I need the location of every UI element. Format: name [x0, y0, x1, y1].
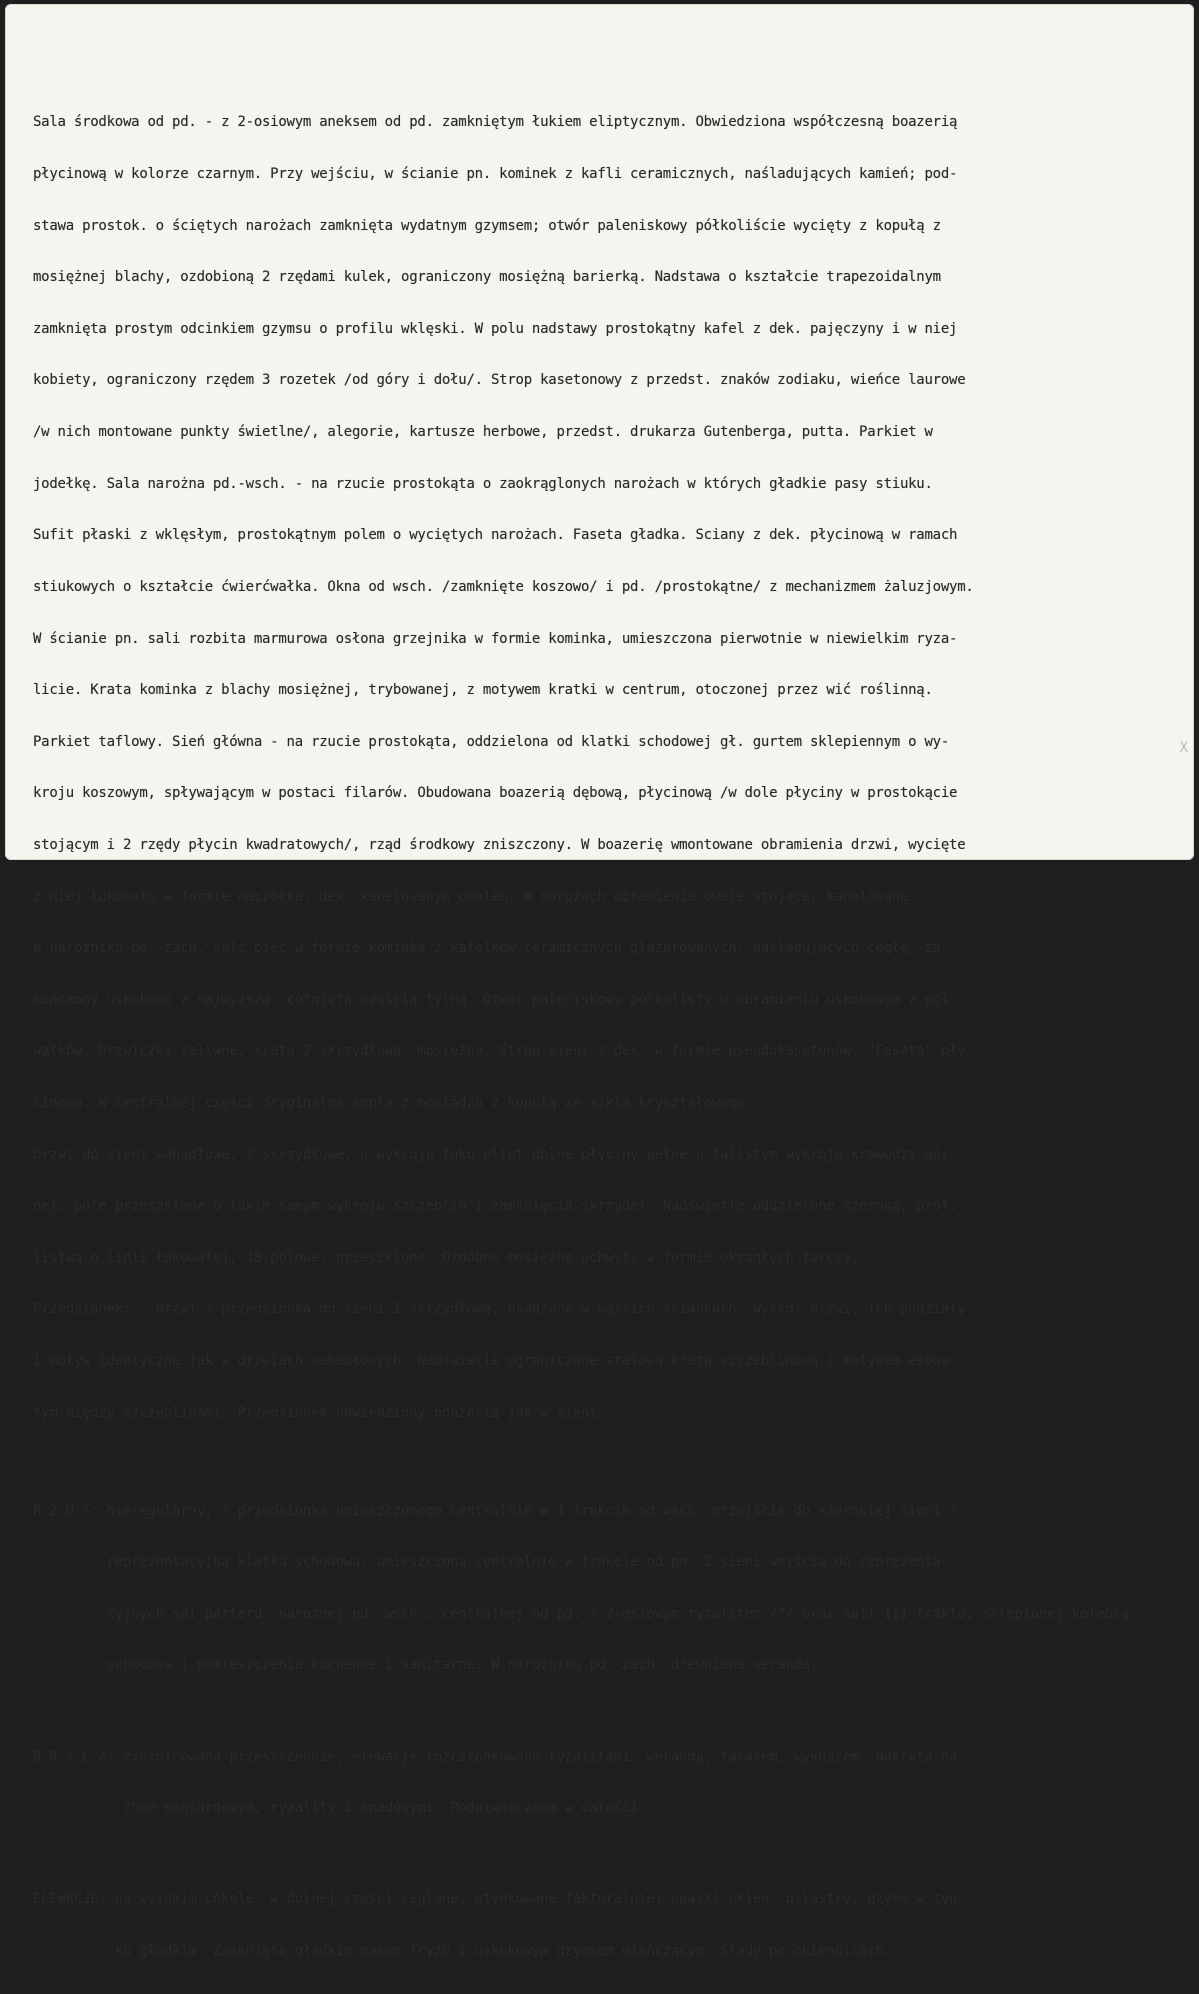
text-line: i motyw identyczne jak w drzwiach wahadłowych. Nadświetle ograniczone stalową kratą szczeblinową z motywem esowa- — [33, 1353, 958, 1370]
text-line: kobiety, ograniczony rzędem 3 rozetek /od góry i dołu/. Strop kasetonowy z przedst. znaków zodiaku, wieńce laurowe — [33, 372, 966, 389]
text-line: W ścianie pn. sali rozbita marmurowa osłona grzejnika w formie kominka, umieszczona pierwotnie w niewielkim ryza- — [33, 630, 958, 647]
text-line: nej; pole przeszklone o takim samym wykroju szczeblin i zamknięcia skrzydeł. Nadświetle oddzielone szeroką, prof. — [33, 1198, 958, 1215]
text-line: /w nich montowane punkty świetlne/, alegorie, kartusze herbowe, przedst. drukarza Gutenberga, putta. Parkiet w — [33, 424, 933, 441]
text-line: stawa prostok. o ściętych narożach zamknięta wydatnym gzymsem; otwór paleniskowy półkoliście wycięty z kopułą z — [33, 217, 941, 234]
index-card — [5, 4, 1194, 1959]
text-line: Sufit płaski z wklęsłym, prostokątnym polem o wyciętych narożach. Faseta gładka. Sciany z dek. płycinową w ramach — [33, 527, 958, 544]
text-line: mosiężnej blachy, ozdobioną 2 rzędami kulek, ograniczony mosiężną barierką. Nadstawa o kształcie trapezoidalnym — [33, 269, 941, 286]
text-line: z niej łukowato w formie naczółka, dek. kanelowanym owalem. W narożach obramienia owale stojące, kanelowane. — [33, 888, 917, 905]
text-line: Przedsionek: - drzwi z przedsionka do sieni 1-skrzydłowe, osadzone w wąskich ściankach. Wykrój drzwi, ich podziały — [33, 1301, 966, 1318]
text-line: kroju koszowym, spływającym w postaci filarów. Obudowana boazerią dębową, płycinową /w dole płyciny w prostokącie — [33, 785, 958, 802]
typewritten-text — [33, 80, 1193, 1994]
text-line: wałków. Drzwiczki żeliwne, krata 2-skrzydłowa, mosiężna. Strop sieni z dek. w formie pseudokasetonów. "Faseta" pły- — [33, 1043, 974, 1060]
text-line: licie. Krata kominka z blachy mosiężnej, trybowanej, z motywem kratki w centrum, otoczonej przez wić roślinną. — [33, 682, 933, 699]
bryla-section — [33, 1714, 1193, 1852]
elewacje-section — [33, 1857, 1193, 1994]
text-line: cyjnych sal parteru: narożnej pd.-wsch., centralnej od pd. z 2-osiowym ryzalitem /?/ oraz sali III traktu, sklepionej kolebką. — [33, 1605, 1138, 1622]
text-line: stojącym i 2 rzędy płycin kwadratowych/, rząd środkowy zniszczony. W boazerię wmontowane obramienia drzwi, wycięte — [33, 836, 966, 853]
text-line: jodełkę. Sala narożna pd.-wsch. - na rzucie prostokąta o zaokrąglonych narożach w których gładkie pasy stiuku. — [33, 475, 933, 492]
text-line: tym między szczeblinami. Przedsionek obwiedziony boazerią jak w sieni. — [33, 1404, 606, 1421]
text-line: Drzwi do sieni wahadłowe, 2-skrzydłowe, o wykroju łuku elipt.dolne płyciny pełne o falistym wykroju krawędzi gór- — [33, 1146, 958, 1163]
interior-description — [33, 80, 1193, 1456]
text-line: ku gładkim. Zamknięte gładkim pasem fryzu i uskokowym gzymsem wieńczącym. Ślady po okiennicach. — [33, 1942, 892, 1959]
rzut-section — [33, 1468, 1193, 1709]
text-line: cinowa. W centralnej części oryginalna ampla z mosiądzu z kopułą ze szkła kryształowego. — [33, 1094, 753, 1111]
text-line: zamknięta prostym odcinkiem gzymsu o profilu wklęski. W polu nadstawy prostokątny kafel z dek. pajęczyny i w niej — [33, 320, 958, 337]
text-line: chem mansardowym, ryzality 2-spadowymi. Podpiwniczona w całości. — [33, 1800, 647, 1817]
text-line: Parkiet taflowy. Sień główna - na rzucie prostokąta, oddzielona od klatki schodowej gł. gurtem sklepiennym o wy- — [33, 733, 950, 750]
text-line: kończony uskokowo z najwyższą, cofniętą częścią tylną. Otwór paleniskowy półkolisty w obramieniu uskokowym z pół- — [33, 991, 958, 1008]
edge-mark: X — [1179, 740, 1188, 756]
text-line: reprezentacyjną klatką schodową, umieszczoną centralnie w trakcie od pn. Z sieni wejścia do reprezenta- — [33, 1554, 950, 1571]
text-line: Sala środkowa od pd. - z 2-osiowym aneksem od pd. zamkniętym łukiem eliptycznym. Obwiedziona współczesną boazerią — [33, 114, 958, 131]
text-line: stiukowych o kształcie ćwierćwałka. Okna od wsch. /zamknięte koszowo/ i pd. /prostokątne/ z mechanizmem żaluzjowym. — [33, 578, 974, 595]
text-line: listwą o linii łukowatej, 18-polowe, przeszklone. Ozdobne mosiężne uchwyty w formie okrągłych tarczy. — [33, 1249, 860, 1266]
text-line: schodowa i pomieszczenia kuchenne i sanitarne. W narożniku pd.-zach. drewniana weranda. — [33, 1657, 819, 1674]
text-line: ELEWACJE: na wysokim cokole, w dolnej części ceglane, otynkowane fakturalnie; opaski okien, pilastry, gzyms w tyn- — [33, 1891, 966, 1908]
text-line: B R Y Ł A: zróżnicowana przestrzennie, elewacje rozczłonkowane ryzalitami, werandą, tarasem, wykuszem. Nakryta da- — [33, 1748, 966, 1765]
text-line: płycinową w kolorze czarnym. Przy wejściu, w ścianie pn. kominek z kafli ceramicznych, naśladujących kamień; pod- — [33, 166, 958, 183]
text-line: R Z U T: nieregularny; z przedsionka umieszczonego centralnie w I trakcie od wsch. przejście do szerokiej sieni z — [33, 1502, 958, 1519]
text-line: W narożniku pd.-zach. sali piec w formie kominka z kafelków ceramicznych glazurowanych, naśladujących cegłę, za- — [33, 940, 950, 957]
